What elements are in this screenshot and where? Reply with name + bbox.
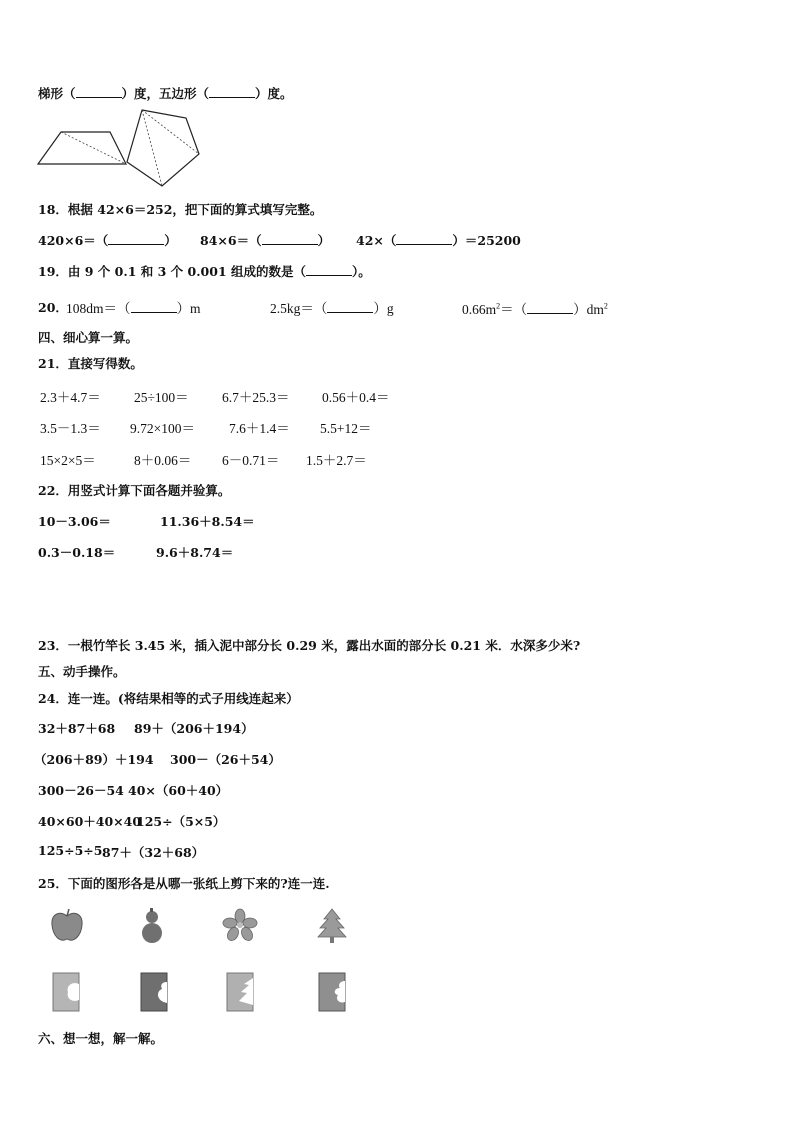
answer-blank-trapezoid[interactable] bbox=[76, 85, 122, 98]
q18-title: 18．根据 42×6＝252，把下面的算式填写完整。 bbox=[38, 202, 323, 217]
q22-r1b: 11.36＋8.54＝ bbox=[160, 514, 255, 529]
q24-right-2[interactable]: 300－（26＋54） bbox=[170, 752, 281, 767]
answer-blank-q18-3[interactable] bbox=[396, 232, 452, 245]
q21-r2c1: 3.5－1.3＝ bbox=[40, 421, 101, 436]
q22-title: 22．用竖式计算下面各题并验算。 bbox=[38, 483, 231, 498]
q21-r1c1: 2.3＋4.7＝ bbox=[40, 390, 101, 405]
q18-eq1: 420×6＝（ ） bbox=[38, 233, 177, 248]
apple-cutout-icon[interactable] bbox=[50, 908, 84, 944]
q21-r3c1: 15×2×5＝ bbox=[40, 453, 96, 468]
q21-r3c3: 6－0.71＝ bbox=[222, 453, 280, 468]
q21-r3c2: 8＋0.06＝ bbox=[134, 453, 192, 468]
answer-blank-q20-3[interactable] bbox=[527, 301, 573, 314]
section-4-heading: 四、细心算一算。 bbox=[38, 330, 139, 345]
q20-part3: $0.66m^2=$（ ）$dm^2$ bbox=[462, 301, 608, 317]
section-5-heading: 五、动手操作。 bbox=[38, 664, 126, 679]
q21-r3c4: 1.5＋2.7＝ bbox=[306, 453, 367, 468]
q20-label: 20． bbox=[38, 300, 68, 315]
answer-blank-q18-1[interactable] bbox=[108, 232, 164, 245]
q24-left-4[interactable]: 40×60＋40×40 bbox=[38, 814, 142, 829]
paper-with-gourd-hole-icon[interactable] bbox=[140, 972, 168, 1012]
answer-blank-q18-2[interactable] bbox=[262, 232, 318, 245]
tree-cutout-icon[interactable] bbox=[316, 908, 348, 944]
q25-title: 25．下面的图形各是从哪一张纸上剪下来的?连一连. bbox=[38, 876, 330, 891]
q24-left-1[interactable]: 32＋87＋68 bbox=[38, 721, 116, 736]
answer-blank-q19[interactable] bbox=[306, 263, 352, 276]
q24-title: 24．连一连。(将结果相等的式子用线连起来） bbox=[38, 691, 299, 706]
paper-with-flower-hole-icon[interactable] bbox=[318, 972, 346, 1012]
paper-with-apple-hole-icon[interactable] bbox=[52, 972, 80, 1012]
answer-blank-pentagon[interactable] bbox=[209, 85, 255, 98]
q21-title: 21．直接写得数。 bbox=[38, 356, 143, 371]
q22-r2b: 9.6＋8.74＝ bbox=[156, 545, 234, 560]
q21-r2c2: 9.72×100＝ bbox=[130, 421, 195, 436]
q24-right-5[interactable]: 87＋（32＋68） bbox=[102, 845, 205, 860]
q22-r1a: 10－3.06＝ bbox=[38, 514, 111, 529]
q21-r1c3: 6.7＋25.3＝ bbox=[222, 390, 290, 405]
section-6-heading: 六、想一想，解一解。 bbox=[38, 1031, 164, 1046]
q21-r1c2: 25÷100＝ bbox=[134, 390, 189, 405]
q20-part1: 108dm＝（ ）m bbox=[66, 301, 201, 316]
q24-right-1[interactable]: 89＋（206＋194） bbox=[134, 721, 254, 736]
q23: 23．一根竹竿长 3.45 米，插入泥中部分长 0.29 米，露出水面的部分长 0.21 米．水深多少米? bbox=[38, 638, 581, 653]
q24-right-3[interactable]: 40×（60＋40） bbox=[128, 783, 229, 798]
trapezoid-figure bbox=[36, 108, 131, 168]
answer-blank-q20-1[interactable] bbox=[131, 300, 177, 313]
q19: 19．由 9 个 0.1 和 3 个 0.001 组成的数是（ ）。 bbox=[38, 264, 371, 279]
q24-left-5[interactable]: 125÷5÷5 bbox=[38, 843, 103, 858]
q18-eq3: 42×（ ）＝25200 bbox=[356, 233, 521, 248]
q17-answer-line: 梯形（ ）度，五边形（ ）度。 bbox=[38, 86, 293, 101]
q20-part2: 2.5kg＝（ ）g bbox=[270, 301, 394, 316]
q24-left-3[interactable]: 300－26－54 bbox=[38, 783, 124, 798]
q21-r2c4: 5.5+12＝ bbox=[320, 421, 372, 436]
flower-cutout-icon[interactable] bbox=[222, 908, 258, 942]
paper-with-tree-hole-icon[interactable] bbox=[226, 972, 254, 1012]
q24-left-2[interactable]: （206＋89）＋194 bbox=[34, 752, 154, 767]
q21-r2c3: 7.6＋1.4＝ bbox=[229, 421, 290, 436]
q21-r1c4: 0.56＋0.4＝ bbox=[322, 390, 390, 405]
pentagon-figure bbox=[124, 106, 204, 190]
answer-blank-q20-2[interactable] bbox=[327, 300, 373, 313]
q18-eq2: 84×6＝（ ） bbox=[200, 233, 331, 248]
gourd-cutout-icon[interactable] bbox=[138, 908, 166, 944]
q24-right-4[interactable]: 125÷（5×5） bbox=[136, 814, 226, 829]
q22-r2a: 0.3－0.18＝ bbox=[38, 545, 116, 560]
